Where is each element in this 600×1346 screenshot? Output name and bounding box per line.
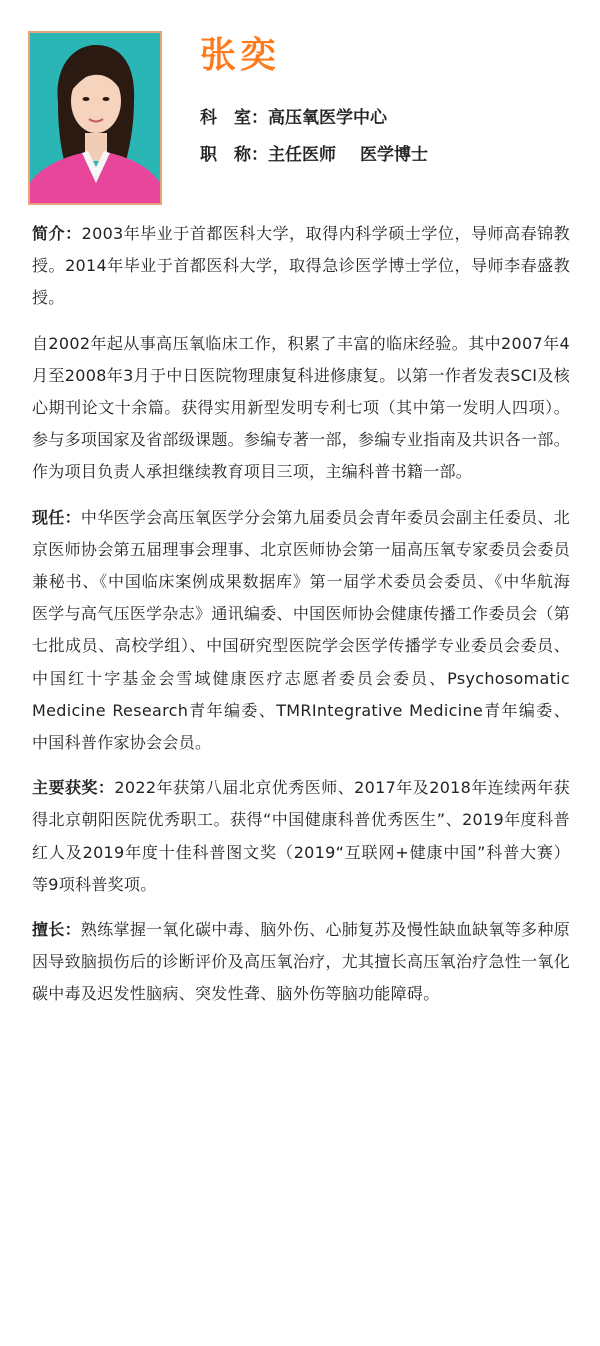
title-value-degree: 医学博士 bbox=[360, 145, 428, 165]
doctor-name: 张奕 bbox=[200, 35, 281, 76]
department-row bbox=[200, 106, 387, 130]
bio-introduction-text: 2003年毕业于首都医科大学，取得内科学硕士学位，导师高春锦教授。2014年毕业于首都医科大学，取得急诊医学博士学位，导师李春盛教授。 bbox=[32, 224, 570, 308]
department-value: 高压氧医学中心 bbox=[268, 108, 387, 128]
bio-experience bbox=[32, 328, 570, 489]
title-row bbox=[200, 143, 428, 167]
department-label: 科 室： bbox=[200, 108, 268, 128]
bio-awards-label: 主要获奖： bbox=[32, 778, 115, 798]
bio-awards-text: 2022年获第八届北京优秀医师、2017年及2018年连续两年获得北京朝阳医院优秀职工。获得“中国健康科普优秀医生”、2019年度科普红人及2019年度十佳科普图文奖（2019“互联网+健康中国”科普大赛）等9项科普奖项。 bbox=[32, 778, 570, 894]
bio-introduction bbox=[32, 218, 570, 315]
bio-awards bbox=[32, 772, 570, 901]
biography bbox=[32, 218, 570, 1024]
bio-current-positions-label: 现任： bbox=[32, 507, 81, 527]
portrait-image bbox=[30, 33, 160, 203]
bio-introduction-label: 简介： bbox=[32, 224, 82, 243]
bio-specialty bbox=[32, 914, 570, 1011]
title-label: 职 称： bbox=[200, 145, 268, 165]
bio-experience-text: 自2002年起从事高压氧临床工作，积累了丰富的临床经验。其中2007年4月至2008年3月于中日医院物理康复科进修康复。以第一作者发表SCI及核心期刊论文十余篇。获得实用新型发明专利七项（其中第一发明人四项）。参与多项国家及省部级课题。参编专著一部，参编专业指南及共识各一部。作为项目负责人承担继续教育项目三项，主编科普书籍一部。 bbox=[32, 333, 570, 482]
title-value-position: 主任医师 bbox=[268, 145, 336, 165]
bio-specialty-text: 熟练掌握一氧化碳中毒、脑外伤、心肺复苏及慢性缺血缺氧等多种原因导致脑损伤后的诊断评价及高压氧治疗，尤其擅长高压氧治疗急性一氧化碳中毒及迟发性脑病、突发性聋、脑外伤等脑功能障碍。 bbox=[32, 920, 570, 1004]
bio-current-positions-text: 中华医学会高压氧医学分会第九届委员会青年委员会副主任委员、北京医师协会第五届理事会理事、北京医师协会第一届高压氧专家委员会委员兼秘书、《中国临床案例成果数据库》第一届学术委员会委员、《中华航海医学与高气压医学杂志》通讯编委、中国医师协会健康传播工作委员会（第七批成员、高校学组）、中国研究型医院学会医学传播学专业委员会委员、中国红十字基金会雪域健康医疗志愿者委员会委员、Psychosomatic Medicine Research青年编委、TMRIntegrative Medicine青年编委、中国科普作家协会会员。 bbox=[32, 507, 570, 753]
profile-header bbox=[0, 0, 600, 210]
bio-specialty-label: 擅长： bbox=[32, 920, 81, 940]
doctor-portrait bbox=[28, 31, 162, 205]
bio-current-positions bbox=[32, 502, 570, 760]
